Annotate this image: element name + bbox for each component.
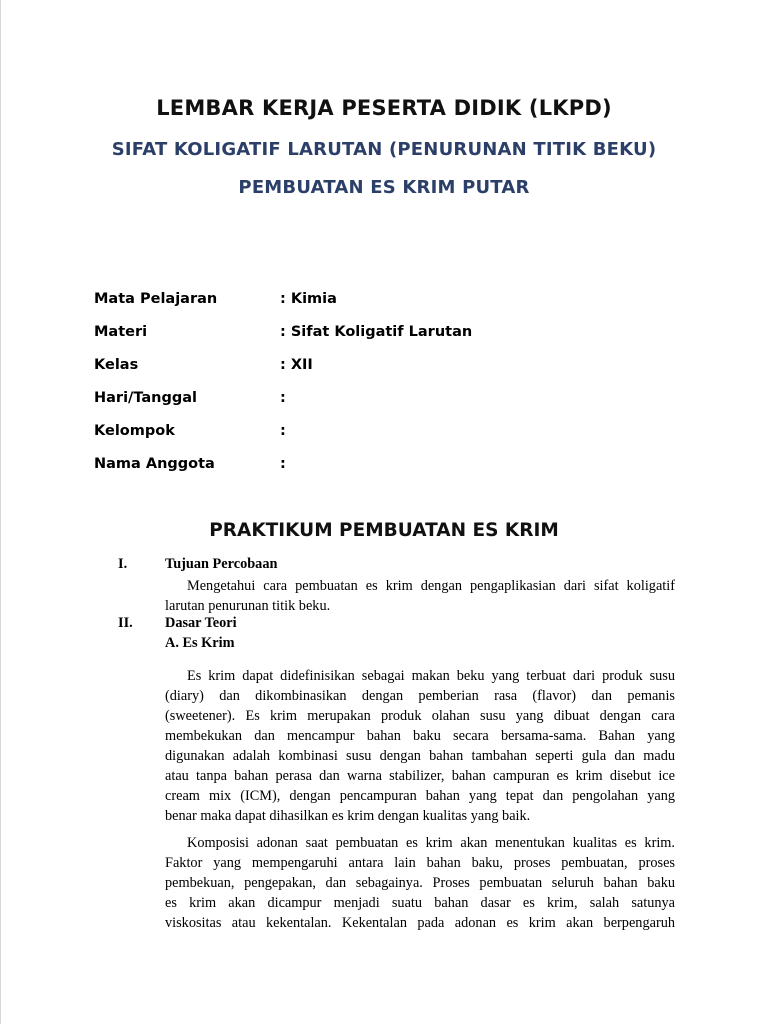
text-line: atau tanpa bahan perasa dan warna stabilizer, bahan campuran es krim disebut ice [165, 768, 675, 784]
info-value: : Sifat Koligatif Larutan [280, 324, 473, 340]
info-value: : [280, 456, 286, 472]
section-heading: Tujuan Percobaan [165, 556, 278, 572]
text-line: benar maka dapat dihasilkan es krim dengan kualitas yang baik. [165, 808, 531, 824]
info-label: Nama Anggota [94, 456, 215, 472]
document-title: LEMBAR KERJA PESERTA DIDIK (LKPD) [156, 96, 612, 120]
info-value: : XII [280, 357, 313, 373]
text-line: Es krim dapat didefinisikan sebagai makan beku yang terbuat dari produk susu [187, 668, 675, 684]
section-heading: Dasar Teori [165, 615, 237, 631]
text-line: membekukan dan mencampur bahan baku secara bersama-sama. Bahan yang [165, 728, 675, 744]
document-subtitle-2: PEMBUATAN ES KRIM PUTAR [238, 177, 530, 198]
paragraph [165, 666, 675, 826]
info-label: Mata Pelajaran [94, 291, 218, 307]
text-line: viskositas atau kekentalan. Kekentalan pada adonan es krim akan berpengaruh [165, 915, 675, 931]
section-body [165, 576, 675, 616]
section-number: II. [118, 615, 133, 631]
text-line: pembekuan, pengepakan, dan sebagainya. Proses pembuatan seluruh bahan baku [165, 875, 675, 891]
document-subtitle: SIFAT KOLIGATIF LARUTAN (PENURUNAN TITIK BEKU) [111, 139, 657, 160]
paragraph [165, 833, 675, 933]
info-value: : Kimia [280, 291, 337, 307]
text-line: cream mix (ICM), dengan pencampuran bahan yang tepat dan pengolahan yang [165, 788, 675, 804]
text-line: (sweetener). Es krim merupakan produk olahan susu yang dibuat dengan cara [165, 708, 675, 724]
subsection-heading: A. Es Krim [165, 635, 235, 651]
info-value: : [280, 390, 286, 406]
section-title: PRAKTIKUM PEMBUATAN ES KRIM [209, 520, 559, 541]
text-line: Komposisi adonan saat pembuatan es krim akan menentukan kualitas es krim. [187, 835, 675, 851]
text-line: (diary) dan dikombinasikan dengan pemberian rasa (flavor) dan pemanis [165, 688, 675, 704]
info-label: Kelompok [94, 423, 175, 439]
info-value: : [280, 423, 286, 439]
text-line: Mengetahui cara pembuatan es krim dengan pengaplikasian dari sifat koligatif [187, 578, 675, 594]
info-label: Materi [94, 324, 148, 340]
info-label: Hari/Tanggal [94, 390, 197, 406]
section-number: I. [118, 556, 128, 572]
text-line: es krim akan dicampur menjadi suatu bahan dasar es krim, salah satunya [165, 895, 675, 911]
text-line: larutan penurunan titik beku. [165, 598, 331, 614]
text-line: Faktor yang mempengaruhi antara lain bahan baku, proses pembuatan, proses [165, 855, 675, 871]
info-label: Kelas [94, 357, 139, 373]
text-line: digunakan adalah kombinasi susu dengan bahan tambahan seperti gula dan madu [165, 748, 675, 764]
